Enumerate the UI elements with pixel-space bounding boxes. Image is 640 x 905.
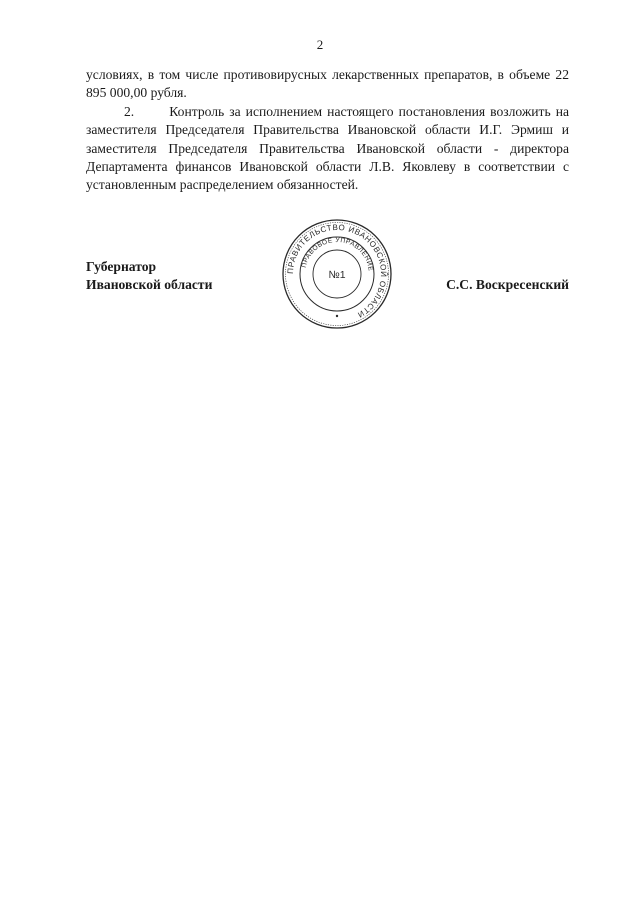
signatory-title-line-2: Ивановской области (86, 277, 213, 292)
seal-outer-text: ПРАВИТЕЛЬСТВО ИВАНОВСКОЙ ОБЛАСТИ (285, 222, 389, 320)
paragraph-item-2: 2. Контроль за исполнением настоящего постановления возложить на заместителя Председателя Правительства Ивановской области И.Г. Эрмиш и заместителя Председателя Правительства Ивановской области - директора Департамента финансов Ивановской области Л.В. Яковлеву в соответствии с установленным распределением обязанностей. (86, 103, 569, 193)
document-body (86, 66, 569, 195)
paragraph-continuation: условиях, в том числе противовирусных лекарственных препаратов, в объеме 22 895 000,00 рубля. (86, 67, 569, 101)
seal-number: №1 (328, 269, 346, 281)
signatory-title (86, 258, 212, 294)
official-seal-stamp (281, 218, 393, 330)
seal-inner-text: ПРАВОВОЕ УПРАВЛЕНИЕ (300, 236, 374, 272)
signatory-name: С.С. Воскресенский (446, 277, 569, 292)
signatory-title-line-1: Губернатор (86, 259, 157, 274)
page-number: 2 (316, 37, 324, 52)
seal-icon (281, 218, 393, 330)
